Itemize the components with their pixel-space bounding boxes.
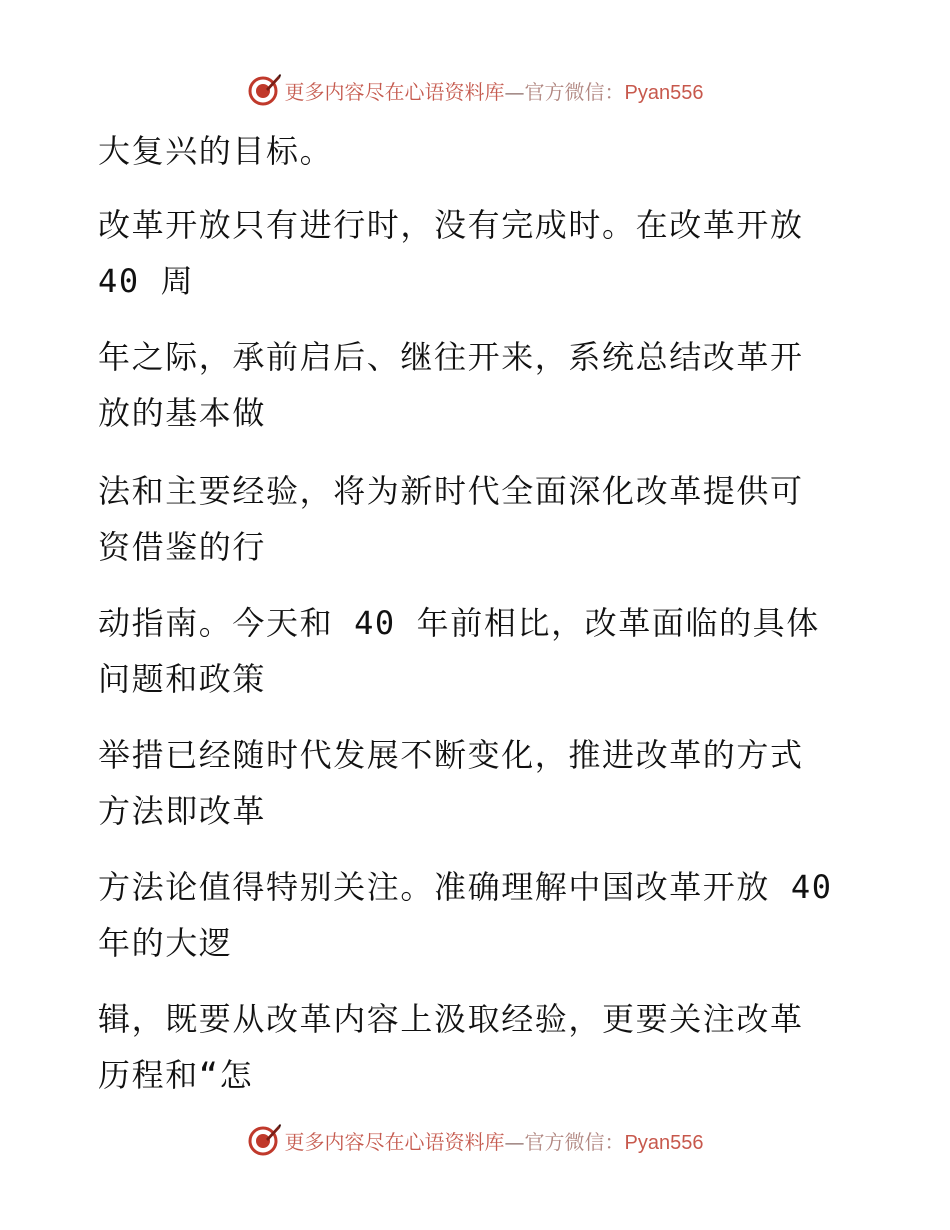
text-line: 举措已经随时代发展不断变化，推进改革的方式 bbox=[98, 736, 804, 774]
text-line: 方法论值得特别关注。准确理解中国改革开放 40 bbox=[98, 868, 833, 906]
text-line: 辑，既要从改革内容上汲取经验，更要关注改革 bbox=[98, 1000, 804, 1038]
header-brand: 更多内容尽在心语资料库 bbox=[284, 79, 505, 104]
text-line: 问题和政策 bbox=[98, 660, 267, 698]
header-wechat-label: 官方微信： bbox=[524, 79, 625, 104]
footer-brand: 更多内容尽在心语资料库 bbox=[284, 1129, 505, 1154]
pen-logo-icon bbox=[247, 1123, 281, 1157]
header-banner-text bbox=[285, 76, 704, 105]
text-line: 改革开放只有进行时，没有完成时。在改革开放 bbox=[98, 206, 804, 244]
pen-logo-icon bbox=[247, 73, 281, 107]
header-wechat-id: Pyan556 bbox=[624, 81, 704, 104]
footer-banner bbox=[0, 1120, 950, 1160]
text-line: 大复兴的目标。 bbox=[98, 132, 334, 170]
footer-separator: — bbox=[504, 1129, 525, 1154]
text-line: 40 周 bbox=[98, 262, 195, 300]
footer-wechat-label: 官方微信： bbox=[524, 1129, 625, 1154]
text-line: 法和主要经验，将为新时代全面深化改革提供可 bbox=[98, 472, 804, 510]
text-line: 年的大逻 bbox=[98, 924, 233, 962]
text-line: 历程和“怎 bbox=[98, 1056, 254, 1094]
text-line: 年之际，承前启后、继往开来，系统总结改革开 bbox=[98, 338, 804, 376]
text-line: 资借鉴的行 bbox=[98, 528, 267, 566]
footer-wechat-id: Pyan556 bbox=[624, 1131, 704, 1154]
footer-banner-text bbox=[285, 1126, 704, 1155]
header-separator: — bbox=[504, 79, 525, 104]
text-line: 放的基本做 bbox=[98, 394, 267, 432]
text-line: 动指南。今天和 40 年前相比，改革面临的具体 bbox=[98, 604, 820, 642]
text-line: 方法即改革 bbox=[98, 792, 267, 830]
header-banner bbox=[0, 70, 950, 110]
